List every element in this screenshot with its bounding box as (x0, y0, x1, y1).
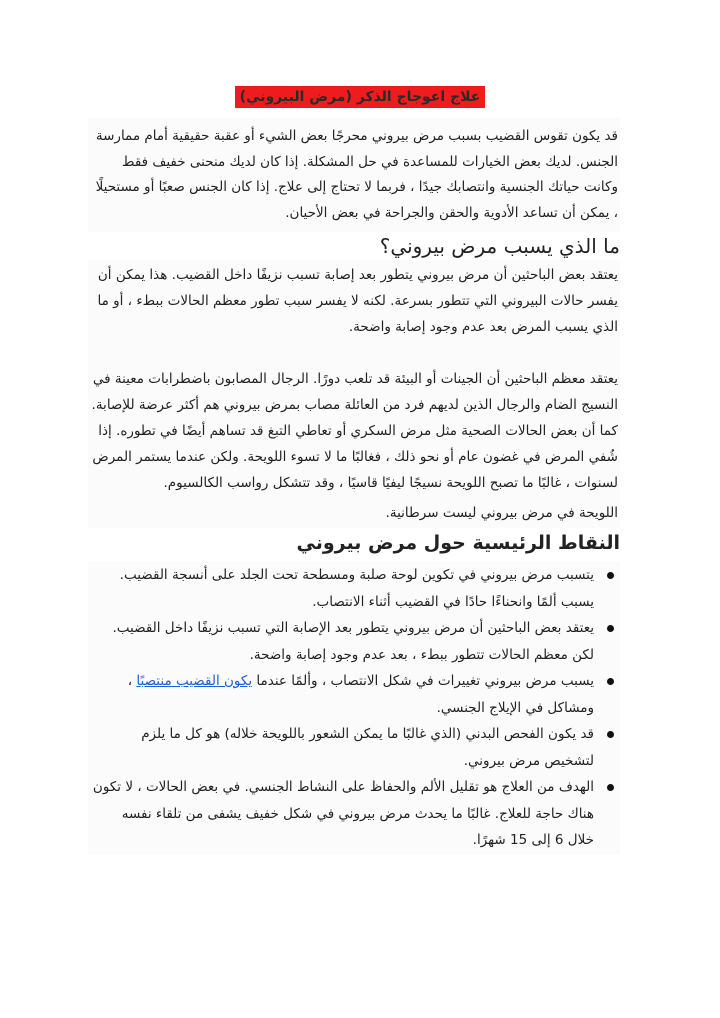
bullet-icon (607, 678, 614, 685)
title-wrapper (0, 86, 720, 108)
document-title: علاج اعوجاج الذكر (مرض البيروني) (235, 86, 486, 108)
bullet-icon (607, 731, 614, 738)
key-points-list (88, 562, 620, 854)
list-item-text-start: يسبب مرض بيروني تغييرات في شكل الانتصاب ، وألمًا عندما (252, 673, 594, 689)
list-item-text: يعتقد بعض الباحثين أن مرض بيروني يتطور بعد الإصابة التي تسبب نزيفًا داخل القضيب. لكن معظم الحالات تتطور ببطء ، بعد عدم وجود إصابة واضحة. (112, 620, 594, 663)
paragraph-gap (88, 342, 620, 364)
causes-paragraph-2: يعتقد معظم الباحثين أن الجينات أو البيئة قد تلعب دورًا. الرجال المصابون باضطرابات معينة في النسيج الضام والرجال الذين لديهم فرد من العائلة مصاب بمرض بيروني هم أكثر عرضة للإصابة. كما أن بعض الحالات الصحية مثل مرض السكري أو تعاطي التبغ قد تساهم أيضًا في تطوره. إذا شُفي المرض في غضون عام أو نحو ذلك ، فغالبًا ما لا تسوء اللويحة. ولكن عندما يستمر المرض لسنوات ، غالبًا ما تصبح اللويحة نسيجًا ليفيًا قاسيًا ، وقد تتشكل رواسب الكالسيوم. (88, 364, 620, 498)
bullet-icon (607, 784, 614, 791)
list-item-text-end: ، ومشاكل في الإيلاج الجنسي. (127, 673, 594, 716)
erect-penis-link[interactable]: يكون القضيب منتصبًا (136, 673, 253, 689)
list-item (88, 668, 620, 721)
list-item-text: يتسبب مرض بيروني في تكوين لوحة صلبة ومسطحة تحت الجلد على أنسجة القضيب. يسبب ألمًا وانحناءًا حادًا في القضيب أثناء الانتصاب. (119, 567, 594, 610)
causes-paragraph-1: يعتقد بعض الباحثين أن مرض بيروني يتطور بعد إصابة تسبب نزيفًا داخل القضيب. هذا يمكن أن يفسر حالات البيروني التي تتطور بسرعة. لكنه لا يفسر سبب تطور معظم الحالات ببطء ، أو ما الذي يسبب المرض بعد عدم وجود إصابة واضحة. (88, 260, 620, 342)
section-heading-key-points: النقاط الرئيسية حول مرض بيروني (296, 532, 620, 554)
document-body (88, 118, 620, 854)
list-item-text: قد يكون الفحص البدني (الذي غالبًا ما يمكن الشعور باللويحة خلاله) هو كل ما يلزم لتشخيص مرض بيروني. (141, 726, 594, 769)
list-item (88, 774, 620, 854)
list-item (88, 615, 620, 668)
list-item (88, 562, 620, 615)
bullet-icon (607, 572, 614, 579)
causes-paragraph-3: اللويحة في مرض بيروني ليست سرطانية. (88, 498, 620, 528)
section-heading-causes: ما الذي يسبب مرض بيروني؟ (379, 234, 620, 258)
list-item-text: الهدف من العلاج هو تقليل الألم والحفاظ على النشاط الجنسي. في بعض الحالات ، لا تكون هناك حاجة للعلاج. غالبًا ما يحدث مرض بيروني في شكل خفيف يشفى من تلقاء نفسه خلال 6 إلى 15 شهرًا. (92, 779, 594, 848)
list-item (88, 721, 620, 774)
intro-paragraph: قد يكون تقوس القضيب بسبب مرض بيروني محرجًا بعض الشيء أو عقبة حقيقية أمام ممارسة الجنس. لديك بعض الخيارات للمساعدة في حل المشكلة. إذا كان لديك منحنى خفيف فقط وكانت حياتك الجنسية وانتصابك جيدًا ، فربما لا تحتاج إلى علاج. إذا كان الجنس صعبًا أو مستحيلًا ، يمكن أن تساعد الأدوية والحقن والجراحة في بعض الأحيان. (88, 118, 620, 232)
bullet-icon (607, 625, 614, 632)
